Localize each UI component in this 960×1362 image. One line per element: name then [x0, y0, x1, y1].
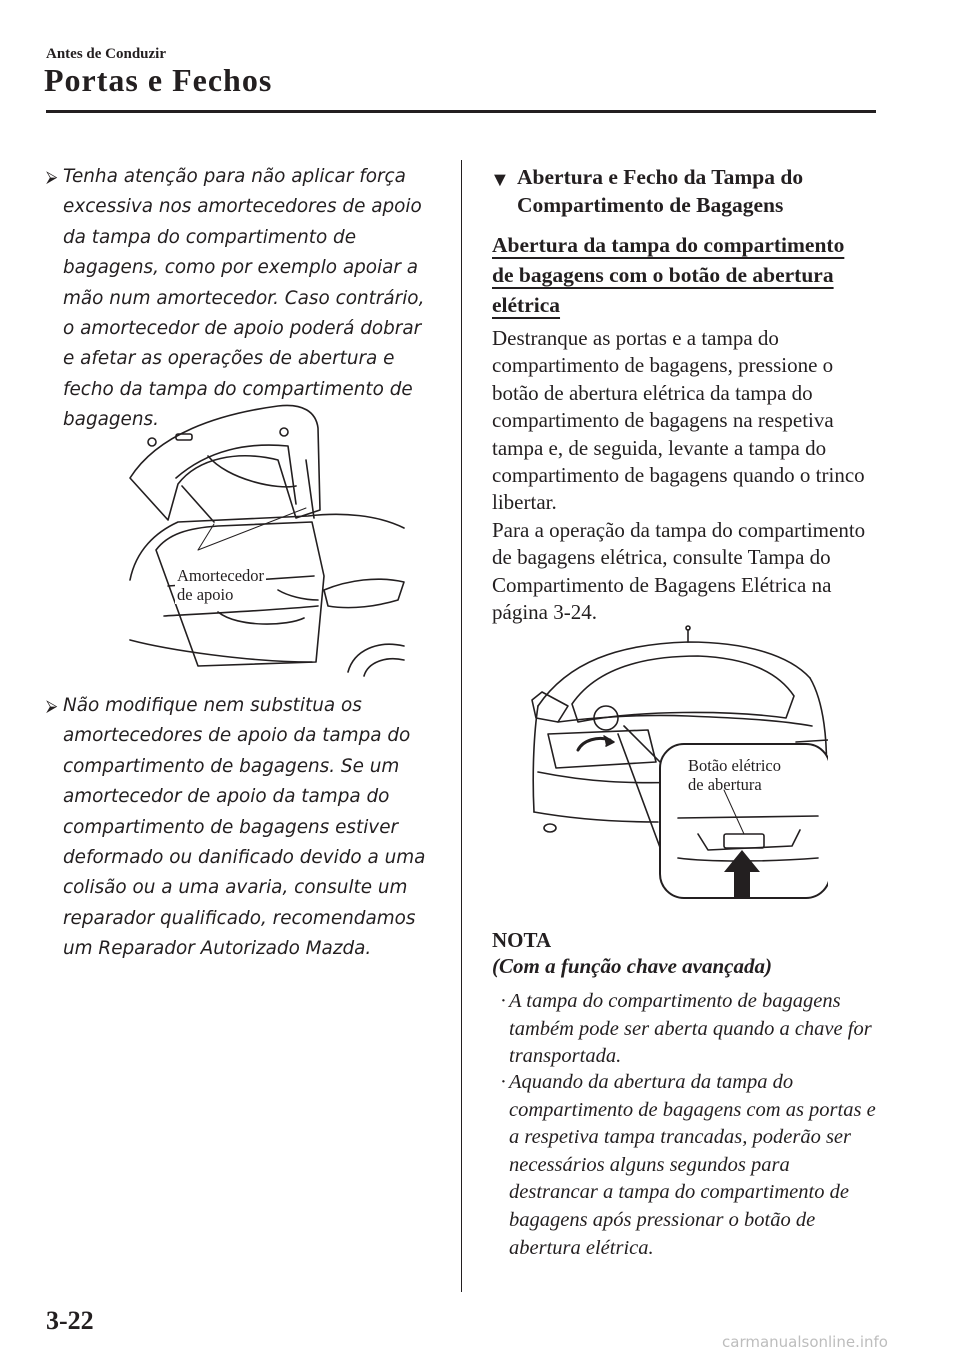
- caution-text: Tenha atenção para não aplicar força excessiva nos amortecedores de apoio da tampa do compartimento de bagagens, como por exemplo apoiar a mão num amortecedor. Caso contrário, o amortecedor de apoio poderá dobrar e afetar as operações de abertura e fecho da tampa do compartimento de bagagens.: [63, 166, 425, 431]
- title-divider: [46, 110, 876, 113]
- column-divider: [461, 160, 462, 1292]
- caution-paragraph: [46, 162, 436, 436]
- bullet-icon: ·: [500, 990, 507, 1012]
- caution-paragraph: [46, 691, 436, 965]
- bullet-icon: ·: [500, 1071, 507, 1093]
- caution-arrow-icon: ⮚: [46, 167, 58, 186]
- paragraph: Destranque as portas e a tampa do compartimento de bagagens, pressione o botão de abertura elétrica da tampa do compartimento de bagagens na respetiva tampa e, de seguida, levante a tampa do compartimento de bagagens quando o trinco libertar.: [492, 326, 865, 515]
- caution-text: Não modifique nem substitua os amortecedores de apoio da tampa do compartimento de bagagens. Se um amortecedor de apoio da tampa do compartimento de bagagens estiver deformado ou danificado devido a uma colisão ou a uma avaria, consulte um reparador qualificado, recomendamos um Reparador Autorizado Mazda.: [63, 695, 426, 960]
- section-heading: ▼ Abertura e Fecho da Tampa do Compartimento de Bagagens: [490, 165, 804, 217]
- damper-label: Amortecedor de apoio: [177, 566, 265, 604]
- body-text: [492, 325, 872, 626]
- watermark: carmanualsonline.info: [722, 1333, 888, 1351]
- subsection-heading: Abertura da tampa do compartimento de bagagens com o botão de abertura elétrica: [492, 233, 845, 317]
- page-title: Portas e Fechos: [44, 62, 273, 98]
- paragraph: Para a operação da tampa do compartimento de bagagens elétrica, consulte Tampa do Compartimento de Bagagens Elétrica na página 3-24.: [492, 517, 866, 625]
- breadcrumb: Antes de Conduzir: [46, 46, 167, 62]
- note-subtitle: (Com a função chave avançada): [492, 954, 772, 978]
- page-number: 3-22: [46, 1306, 94, 1335]
- note-list-item: · Aquando da abertura da tampa do compartimento de bagagens com as portas e a respetiva tampa trancadas, poderão ser necessários alguns segundos para destrancar a tampa do compartimento de bagagens após pressionar o botão de abertura elétrica.: [500, 1071, 876, 1259]
- button-label: Botão elétrico de abertura: [688, 756, 782, 794]
- note-title: NOTA: [492, 928, 552, 952]
- note-list-item: · A tampa do compartimento de bagagens também pode ser aberta quando a chave for transportada.: [500, 990, 872, 1068]
- section-triangle-icon: ▼: [490, 169, 510, 191]
- liftgate-damper-illustration: [128, 400, 406, 678]
- caution-arrow-icon: ⮚: [46, 696, 58, 715]
